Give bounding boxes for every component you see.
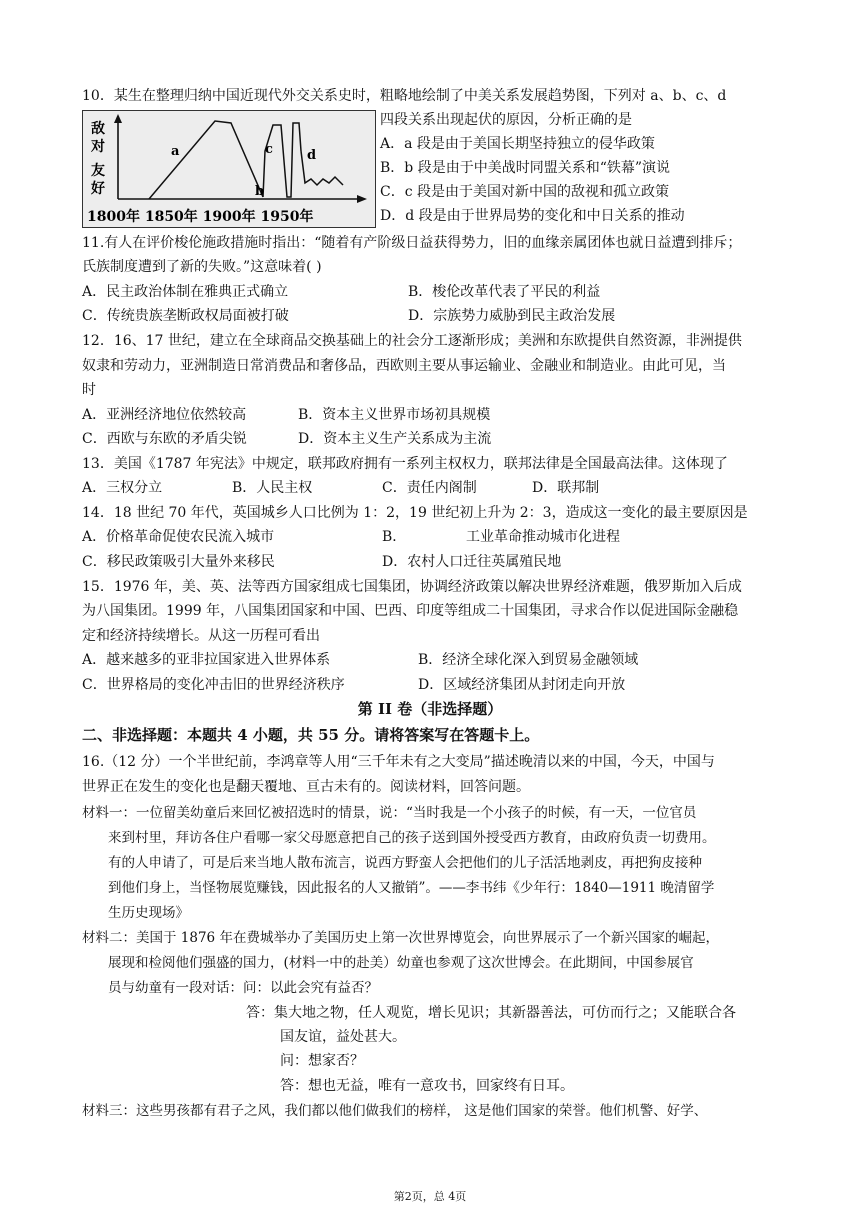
q10-stem-line1: 10．某生在整理归纳中国近现代外交关系史时，粗略地绘制了中美关系发展趋势图，下列对 a、b、c、d	[82, 88, 727, 104]
q10-option-b[interactable]: B．b 段是由于中美战时同盟关系和“铁幕”演说	[380, 160, 671, 176]
chart-segment-a-line	[149, 121, 263, 199]
q14-option-a[interactable]: A．价格革命促使农民流入城市	[82, 529, 275, 545]
chart-segment-bc-line	[263, 123, 301, 197]
q12-option-d[interactable]: D．资本主义生产关系成为主流	[298, 431, 492, 447]
chart-x-axis-arrow	[357, 195, 367, 203]
q13-option-b[interactable]: B．人民主权	[232, 480, 313, 496]
q12-line3: 时	[82, 382, 96, 398]
q16-material1-line1: 材料一：一位留美幼童后来回忆被招选时的情景，说：“当时我是一个小孩子的时候，有一天，一位官员	[82, 805, 697, 821]
q11-option-b[interactable]: B．梭伦改革代表了平民的利益	[408, 284, 601, 300]
q14-option-b-letter[interactable]: B．	[382, 529, 407, 545]
q16-dialog-answer2: 答：想也无益，唯有一意攻书，回家终有日耳。	[280, 1078, 574, 1094]
q11-line1: 11.有人在评价梭伦施政措施时指出：“随着有产阶级日益获得势力，旧的血缘亲属团体也就日益遭到排斥；	[82, 235, 742, 251]
q14-line1: 14．18 世纪 70 年代，英国城乡人口比例为 1：2，19 世纪初上升为 2：3，造成这一变化的最主要原因是	[82, 505, 748, 521]
q14-option-d[interactable]: D．农村人口迁往英属殖民地	[382, 554, 562, 570]
q16-dialog-question2: 问：想家否？	[280, 1053, 364, 1069]
q15-option-d[interactable]: D．区域经济集团从封闭走向开放	[418, 677, 626, 693]
page-footer: 第2页，总 4页	[393, 1190, 467, 1203]
q13-option-a[interactable]: A．三权分立	[82, 480, 163, 496]
chart-ylabel-hostile-1: 敌	[91, 121, 105, 137]
chart-ylabel-friendly-1: 友	[91, 163, 105, 179]
q15-option-a[interactable]: A．越来越多的亚非拉国家进入世界体系	[82, 652, 331, 668]
q15-line3: 定和经济持续增长。从这一历程可看出	[82, 628, 320, 644]
q11-option-d[interactable]: D．宗族势力威胁到民主政治发展	[408, 308, 616, 324]
q15-option-b[interactable]: B．经济全球化深入到贸易金融领域	[418, 652, 639, 668]
q16-material3-line1: 材料三：这些男孩都有君子之风，我们都以他们做我们的榜样， 这是他们国家的荣誉。他们机警、好学、	[82, 1103, 708, 1119]
q12-option-c[interactable]: C．西欧与东欧的矛盾尖锐	[82, 431, 247, 447]
q11-option-c[interactable]: C．传统贵族垄断政权局面被打破	[82, 308, 289, 324]
q16-dialog-answer1-line1: 答：集大地之物，任人观览，增长见识；其新器善法，可仿而行之；又能联合各	[246, 1005, 736, 1021]
chart-ylabel-friendly-2: 好	[91, 181, 105, 197]
chart-ylabel-hostile-2: 对	[91, 139, 105, 155]
q12-option-b[interactable]: B．资本主义世界市场初具规模	[298, 407, 491, 423]
q10-option-a[interactable]: A．a 段是由于美国长期坚持独立的侵华政策	[380, 136, 655, 152]
q15-option-c[interactable]: C．世界格局的变化冲击旧的世界经济秩序	[82, 677, 345, 693]
q13-option-d[interactable]: D．联邦制	[532, 480, 600, 496]
q10-stem-line2: 四段关系出现起伏的原因，分析正确的是	[380, 112, 632, 128]
q14-option-b-text[interactable]: 工业革命推动城市化进程	[466, 529, 620, 545]
chart-label-c: c	[265, 142, 273, 157]
q10-option-c[interactable]: C．c 段是由于美国对新中国的敌视和孤立政策	[380, 184, 670, 200]
q15-line2: 为八国集团。1999 年，八国集团国家和中国、巴西、印度等组成二十国集团，寻求合作以促进国际金融稳	[82, 603, 739, 619]
q15-line1: 15．1976 年，美、英、法等西方国家组成七国集团，协调经济政策以解决世界经济难题，俄罗斯加入后成	[82, 579, 742, 595]
q13-option-c[interactable]: C．责任内阁制	[382, 480, 477, 496]
q16-material2-line1: 材料二：美国于 1876 年在费城举办了美国历史上第一次世界博览会，向世界展示了一个新兴国家的崛起，	[82, 930, 719, 946]
q16-material2-line3: 员与幼童有一段对话：问：以此会究有益否？	[108, 980, 378, 996]
chart-label-a: a	[171, 144, 180, 159]
q11-option-a[interactable]: A．民主政治体制在雅典正式确立	[82, 284, 289, 300]
chart-x-ticks: 1800年 1850年 1900年 1950年	[87, 209, 314, 225]
chart-label-b: b	[255, 184, 265, 199]
q10-option-d[interactable]: D．d 段是由于世界局势的变化和中日关系的推动	[380, 208, 685, 224]
q16-material1-line5: 生历史现场》	[108, 905, 189, 921]
q16-material1-line2: 来到村里，拜访各住户看哪一家父母愿意把自己的孩子送到国外授受西方教育，由政府负责一切费用。	[108, 830, 716, 846]
section2-title: 二、非选择题：本题共 4 小题，共 55 分。请将答案写在答题卡上。	[82, 726, 540, 744]
q12-line2: 奴隶和劳动力，亚洲制造日常消费品和奢侈品，西欧则主要从事运输业、金融业和制造业。由此可见，当	[82, 358, 726, 374]
q16-line2: 世界正在发生的变化也是翻天覆地、亘古未有的。阅读材料，回答问题。	[82, 779, 530, 795]
chart-label-d: d	[307, 148, 317, 163]
q12-option-a[interactable]: A．亚洲经济地位依然较高	[82, 407, 247, 423]
q16-dialog-answer1-line2: 国友谊，益处甚大。	[280, 1029, 406, 1045]
part2-title: 第 II 卷（非选择题）	[357, 700, 503, 718]
q13-line1: 13．美国《1787 年宪法》中规定，联邦政府拥有一系列主权权力，联邦法律是全国最高法律。这体现了	[82, 456, 728, 472]
q12-line1: 12．16、17 世纪，建立在全球商品交换基础上的社会分工逐渐形成；美洲和东欧提供自然资源，非洲提供	[82, 333, 742, 349]
q16-material1-line4: 到他们身上，当怪物展览赚钱，因此报名的人又撤销”。——李书纬《少年行：1840—1911 晚清留学	[108, 880, 715, 896]
q16-material1-line3: 有的人申请了，可是后来当地人散布流言，说西方野蛮人会把他们的儿子活活地剥皮，再把狗皮接种	[108, 855, 702, 871]
q16-material2-line2: 展现和检阅他们强盛的国力，(材料一中的赴美）幼童也参观了这次世博会。在此期间，中国参展官	[108, 955, 694, 971]
chart-y-axis-arrow	[114, 114, 122, 123]
q10-relations-chart	[82, 110, 376, 228]
q11-line2: 氏族制度遭到了新的失败。”这意味着( )	[82, 259, 322, 275]
q14-option-c[interactable]: C．移民政策吸引大量外来移民	[82, 554, 275, 570]
q16-line1: 16.（12 分）一个半世纪前，李鸿章等人用“三千年未有之大变局”描述晚清以来的中国，今天，中国与	[82, 754, 715, 770]
